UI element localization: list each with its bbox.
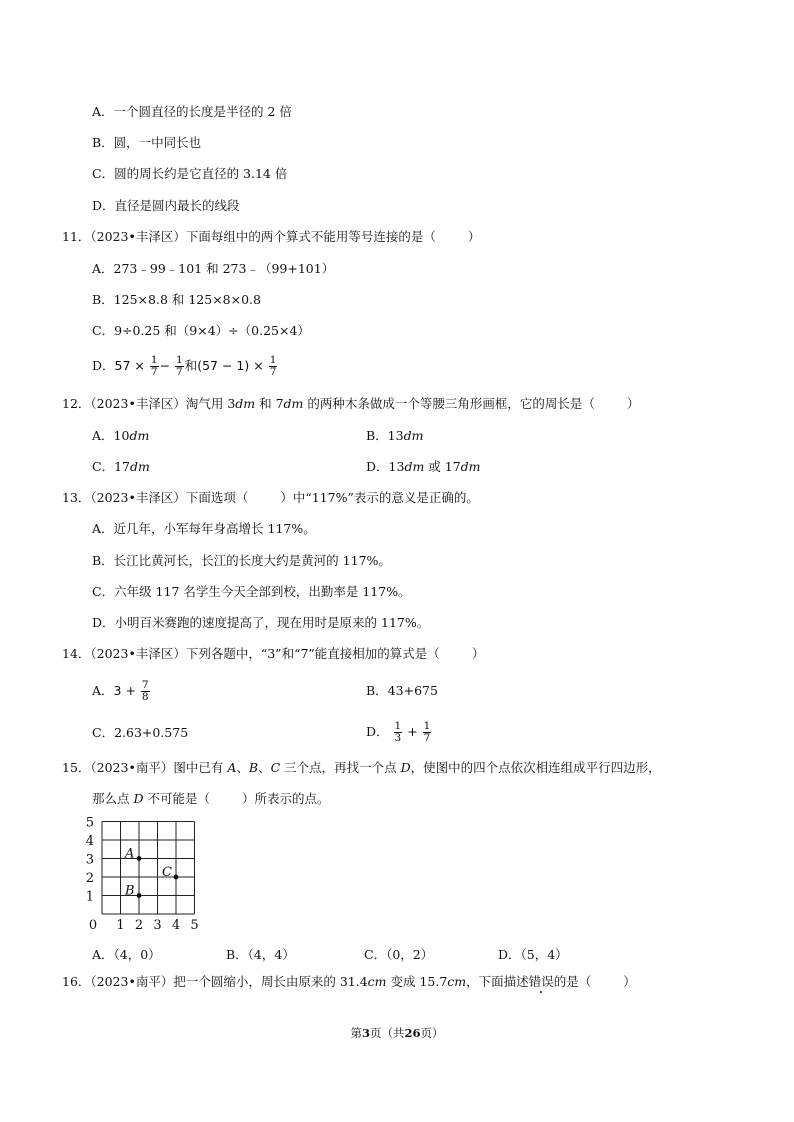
q11-option-c: C．9÷0.25 和（9×4）÷（0.25×4） — [92, 323, 310, 338]
y-tick-label: 1 — [85, 889, 94, 905]
q13-option-c: C．六年级 117 名学生今天全部到校，出勤率是 117%。 — [92, 584, 411, 599]
q14-option-c: C．2.63+0.575 — [92, 725, 189, 740]
q15-option-a: A．（4，0） — [92, 947, 161, 962]
fraction: $\frac{1}{3}$ — [394, 720, 402, 744]
x-tick-label: 4 — [171, 918, 181, 933]
q12-option-d: D．13dm 或 17dm — [366, 459, 481, 474]
q11-option-a: A．273﹣99﹣101 和 273﹣（99+101） — [92, 261, 335, 276]
q14-option-a: A．3 + $\frac{7}{8}$ — [92, 679, 149, 703]
x-tick-label: 1 — [116, 918, 125, 933]
q13-stem: 13．（2023•丰泽区）下面选项（ ）中“117%”表示的意义是正确的。 — [62, 490, 479, 505]
point-label-c: C — [162, 865, 172, 880]
q13-option-d: D．小明百米赛跑的速度提高了，现在用时是原来的 117%。 — [92, 615, 430, 630]
q12-option-c: C．17dm — [92, 459, 150, 474]
q11-stem: 11．（2023•丰泽区）下面每组中的两个算式不能用等号连接的是（ ） — [62, 229, 481, 244]
y-tick-labels — [86, 816, 94, 905]
q14-stem: 14．（2023•丰泽区）下列各题中，“3”和“7”能直接相加的算式是（ ） — [62, 646, 485, 661]
q15-option-c: C．（0，2） — [364, 947, 434, 962]
q13-option-a: A．近几年，小军每年身高增长 117%。 — [92, 521, 316, 536]
q15-option-b: B．（4，4） — [226, 947, 295, 962]
coordinate-grid — [82, 816, 202, 934]
grid-lines — [102, 822, 195, 915]
fraction: $\frac{1}{7}$ — [176, 354, 183, 378]
q10-option-a: A．一个圆直径的长度是半径的 2 倍 — [92, 104, 292, 119]
emphasis-text: 错误 — [528, 974, 554, 989]
fraction: $\frac{7}{8}$ — [141, 679, 149, 703]
x-tick-label: 3 — [153, 918, 162, 933]
y-tick-label: 4 — [85, 834, 94, 849]
fraction: $\frac{1}{7}$ — [150, 354, 158, 378]
point-a — [137, 856, 142, 861]
y-tick-label: 2 — [85, 871, 94, 886]
point-c — [174, 875, 179, 880]
x-tick-label: 0 — [88, 918, 98, 933]
y-tick-label: 3 — [85, 852, 94, 868]
point-b — [137, 893, 142, 898]
q13-option-b: B．长江比黄河长，长江的长度大约是黄河的 117%。 — [92, 553, 391, 568]
x-tick-labels — [89, 918, 199, 933]
q15-stem: 15．（2023•南平）图中已有 A、B、C 三个点，再找一个点 D，使图中的四个点依次相连组成平行四边形， — [62, 760, 661, 775]
grid-points — [124, 847, 178, 899]
x-tick-label: 5 — [190, 918, 199, 933]
point-label-b: B — [125, 883, 135, 899]
q11-option-d: D．57 × $\frac{1}{7}$ − $\frac{1}{7}$ 和(57 − 1) × $\frac{1}{7}$ — [92, 354, 277, 378]
q12-option-a: A．10dm — [92, 428, 150, 443]
q14-option-d: D． $\frac{1}{3}$ + $\frac{1}{7}$ — [366, 720, 431, 744]
y-tick-label: 5 — [85, 816, 94, 831]
q12-stem: 12．（2023•丰泽区）淘气用 3dm 和 7dm 的两种木条做成一个等腰三角形画框，它的周长是（ ） — [62, 396, 640, 411]
x-tick-label: 2 — [134, 918, 144, 933]
point-label-a: A — [125, 846, 135, 862]
q11-option-b: B．125×8.8 和 125×8×0.8 — [92, 292, 261, 307]
q10-option-b: B．圆，一中同长也 — [92, 135, 202, 150]
q12-option-b: B．13dm — [366, 428, 424, 443]
page-footer: 第3页（共26页） — [350, 1026, 444, 1040]
q15-option-d: D．（5，4） — [498, 947, 568, 962]
q10-option-d: D．直径是圆内最长的线段 — [92, 198, 240, 213]
fraction: $\frac{1}{7}$ — [423, 720, 431, 744]
q15-stem-line2: 那么点 D 不可能是（ ）所表示的点。 — [92, 791, 330, 806]
q16-stem: 16．（2023•南平）把一个圆缩小，周长由原来的 31.4cm 变成 15.7cm，下面描述错误的是（ ） — [62, 974, 636, 989]
fraction: $\frac{1}{7}$ — [269, 354, 277, 378]
q14-option-b: B．43+675 — [366, 683, 438, 698]
q10-option-c: C．圆的周长约是它直径的 3.14 倍 — [92, 166, 288, 181]
